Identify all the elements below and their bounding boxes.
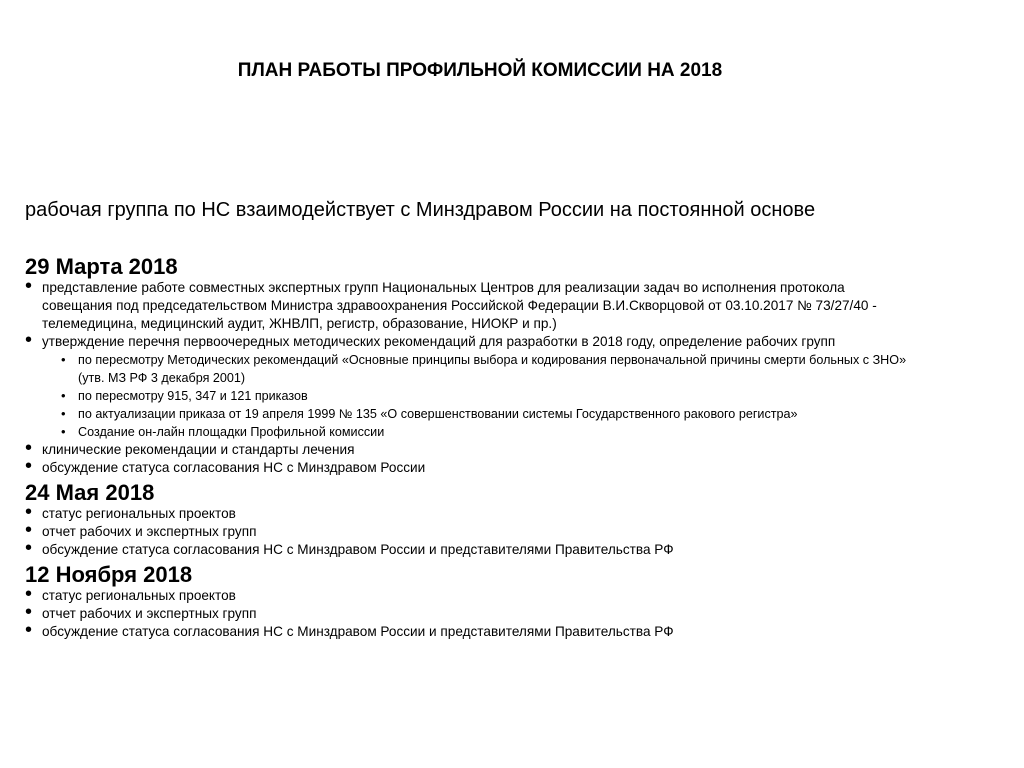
section-may	[25, 481, 674, 559]
page-title: ПЛАН РАБОТЫ ПРОФИЛЬНОЙ КОМИССИИ НА 2018	[237, 60, 723, 81]
list-item: • клинические рекомендации и стандарты лечения	[25, 441, 906, 459]
list-item: • обсуждение статуса согласования НС с Минздравом России и представителями Правительства РФ	[25, 541, 674, 559]
list-item: • обсуждение статуса согласования НС с Минздравом России	[25, 459, 906, 477]
sub-list-item: • Создание он-лайн площадки Профильной комиссии	[25, 423, 906, 441]
bullet-list	[25, 505, 674, 559]
list-item: • статус региональных проектов	[25, 505, 674, 523]
section-november	[25, 563, 674, 641]
section-date: 29 Марта 2018	[25, 254, 178, 279]
list-item: • утверждение перечня первоочередных методических рекомендаций для разработки в 2018 году, определение рабочих групп	[25, 333, 906, 351]
sub-list-item: • по пересмотру 915, 347 и 121 приказов	[25, 387, 906, 405]
list-item: • обсуждение статуса согласования НС с Минздравом России и представителями Правительства РФ	[25, 623, 674, 641]
list-item: • представление работе совместных экспертных групп Национальных Центров для реализации задач во исполнения протокола совещания под председательством Министра здравоохранения Российской Федерации В.И.Скворцовой от 03.10.2017 № 73/27/40 - телемедицина, медицинский аудит, ЖНВЛП, регистр, образование, НИОКР и пр.)	[25, 279, 906, 333]
subtitle: рабочая группа по НС взаимодействует с Минздравом России на постоянной основе	[25, 199, 816, 221]
section-date: 12 Ноября 2018	[25, 562, 193, 587]
section-march	[25, 255, 906, 477]
list-item: • статус региональных проектов	[25, 587, 674, 605]
sub-list-item: • по актуализации приказа от 19 апреля 1999 № 135 «О совершенствовании системы Государственного ракового регистра»	[25, 405, 906, 423]
bullet-list	[25, 279, 906, 477]
section-date: 24 Мая 2018	[25, 480, 155, 505]
bullet-list	[25, 587, 674, 641]
list-item: • отчет рабочих и экспертных групп	[25, 605, 674, 623]
list-item: • отчет рабочих и экспертных групп	[25, 523, 674, 541]
sub-list-item: • по пересмотру Методических рекомендаций «Основные принципы выбора и кодирования первоначальной причины смерти больных с ЗНО» (утв. МЗ РФ 3 декабря 2001)	[25, 351, 906, 387]
